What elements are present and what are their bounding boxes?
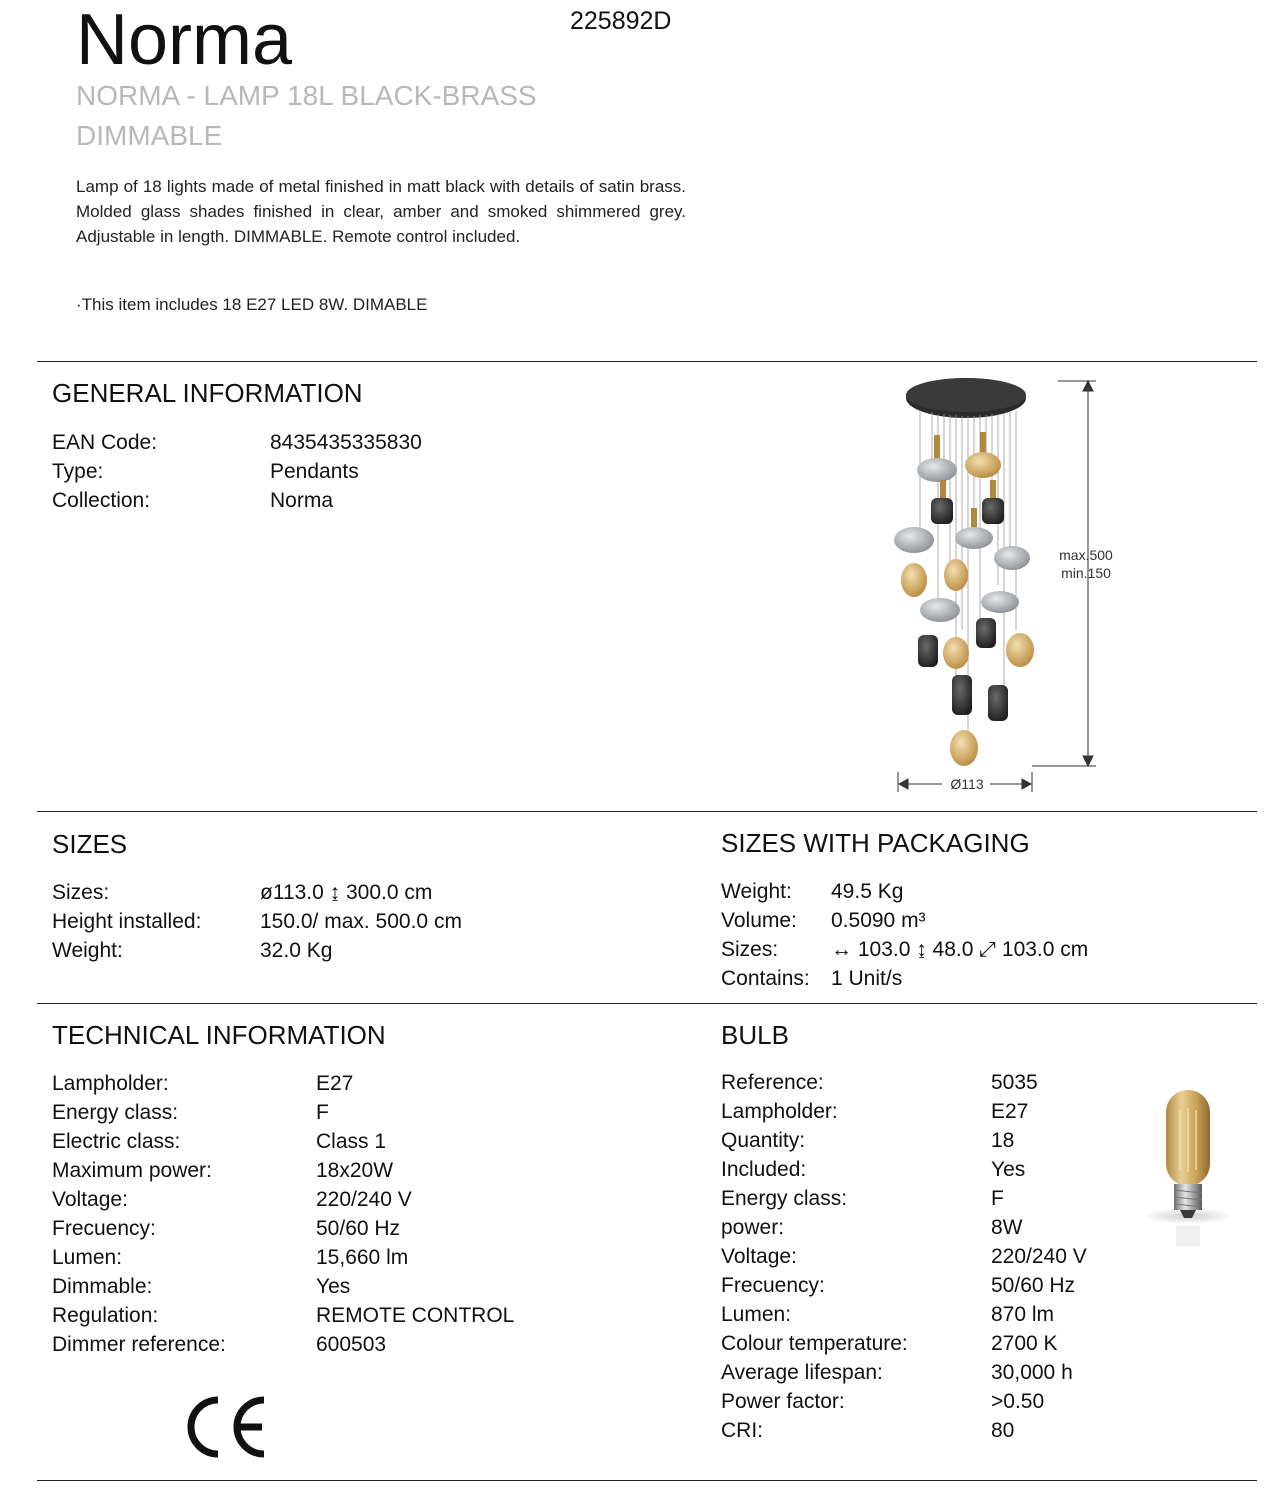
spec-label: Collection:: [52, 489, 151, 512]
spec-value: 8435435335830: [270, 431, 422, 454]
spec-label: Sizes:: [52, 881, 110, 904]
brand-title: Norma: [76, 0, 293, 80]
spec-value: E27: [991, 1100, 1029, 1123]
spec-label: Frecuency:: [52, 1217, 156, 1240]
spec-label: CRI:: [721, 1419, 763, 1442]
general-information-title: GENERAL INFORMATION: [52, 378, 363, 408]
spec-value: ↔ 103.0 ↨ 48.0 ⤢ 103.0 cm: [831, 938, 1089, 961]
drawing-diameter: Ø113: [950, 776, 984, 792]
sizes-title: SIZES: [52, 829, 128, 859]
led-bulb-image: [1140, 1080, 1236, 1250]
spec-value: Class 1: [316, 1130, 387, 1153]
spec-label: Height installed:: [52, 910, 202, 933]
spec-label: Lumen:: [721, 1303, 792, 1326]
spec-label: Voltage:: [721, 1245, 797, 1268]
spec-label: Voltage:: [52, 1188, 128, 1211]
spec-label: Dimmer reference:: [52, 1333, 226, 1356]
drawing-height-min: min.150: [1061, 565, 1111, 581]
spec-label: Lumen:: [52, 1246, 123, 1269]
spec-value: E27: [316, 1072, 354, 1095]
spec-value: 32.0 Kg: [260, 939, 333, 962]
spec-value: 150.0/ max. 500.0 cm: [260, 910, 462, 933]
spec-value: 8W: [991, 1216, 1023, 1239]
divider: [37, 1003, 1257, 1004]
spec-label: Regulation:: [52, 1304, 159, 1327]
packaging-title: SIZES WITH PACKAGING: [721, 828, 1030, 858]
product-reference: 225892D: [570, 7, 672, 35]
spec-value: 220/240 V: [316, 1188, 412, 1211]
spec-label: power:: [721, 1216, 785, 1239]
spec-value: F: [991, 1187, 1004, 1210]
spec-label: Energy class:: [721, 1187, 848, 1210]
spec-label: Volume:: [721, 909, 797, 932]
spec-label: Average lifespan:: [721, 1361, 883, 1384]
spec-value: 600503: [316, 1333, 387, 1356]
spec-label: Weight:: [52, 939, 123, 962]
product-subtitle: NORMA - LAMP 18L BLACK-BRASS DIMMABLE: [76, 80, 537, 151]
spec-value: 1 Unit/s: [831, 967, 903, 990]
spec-label: Type:: [52, 460, 104, 483]
spec-value: 50/60 Hz: [316, 1217, 401, 1240]
spec-label: Included:: [721, 1158, 807, 1181]
divider: [37, 1480, 1257, 1481]
spec-label: Maximum power:: [52, 1159, 212, 1182]
spec-value: 50/60 Hz: [991, 1274, 1076, 1297]
spec-label: EAN Code:: [52, 431, 158, 454]
spec-value: F: [316, 1101, 329, 1124]
spec-value: 0.5090 m³: [831, 909, 926, 932]
bulb-title: BULB: [721, 1020, 789, 1050]
divider: [37, 811, 1257, 812]
spec-label: Lampholder:: [721, 1100, 838, 1123]
technical-information-title: TECHNICAL INFORMATION: [52, 1020, 386, 1050]
spec-value: 15,660 lm: [316, 1246, 409, 1269]
product-note: ·This item includes 18 E27 LED 8W. DIMABLE: [76, 295, 428, 314]
spec-value: Yes: [316, 1275, 351, 1298]
spec-label: Reference:: [721, 1071, 824, 1094]
spec-value: 80: [991, 1419, 1015, 1442]
spec-label: Electric class:: [52, 1130, 181, 1153]
spec-value: 18: [991, 1129, 1015, 1152]
spec-label: Contains:: [721, 967, 810, 990]
spec-value: >0.50: [991, 1390, 1045, 1413]
spec-value: REMOTE CONTROL: [316, 1304, 515, 1327]
spec-label: Power factor:: [721, 1390, 845, 1413]
spec-value: Pendants: [270, 460, 359, 483]
spec-value: 49.5 Kg: [831, 880, 904, 903]
spec-label: Dimmable:: [52, 1275, 153, 1298]
spec-value: ø113.0 ↨ 300.0 cm: [260, 881, 433, 904]
spec-label: Frecuency:: [721, 1274, 825, 1297]
spec-label: Energy class:: [52, 1101, 179, 1124]
pendant-lamp-drawing: [880, 370, 1140, 800]
spec-label: Sizes:: [721, 938, 779, 961]
spec-value: Norma: [270, 489, 334, 512]
spec-value: 18x20W: [316, 1159, 394, 1182]
spec-value: Yes: [991, 1158, 1026, 1181]
divider: [37, 361, 1257, 362]
spec-label: Lampholder:: [52, 1072, 169, 1095]
spec-label: Colour temperature:: [721, 1332, 908, 1355]
drawing-height-max: max.500: [1059, 547, 1113, 563]
spec-value: 220/240 V: [991, 1245, 1087, 1268]
spec-value: 30,000 h: [991, 1361, 1073, 1384]
spec-label: Weight:: [721, 880, 792, 903]
spec-value: 5035: [991, 1071, 1038, 1094]
spec-value: 2700 K: [991, 1332, 1058, 1355]
spec-value: 870 lm: [991, 1303, 1055, 1326]
product-description: Lamp of 18 lights made of metal finished in matt black with details of satin brass. Molded glass shades finished in clear, amber and smoked shimmered grey. Adjustable in length. DIMMABLE. Remote control included.: [76, 177, 686, 246]
spec-label: Quantity:: [721, 1129, 806, 1152]
ce-mark-icon: [182, 1392, 272, 1462]
